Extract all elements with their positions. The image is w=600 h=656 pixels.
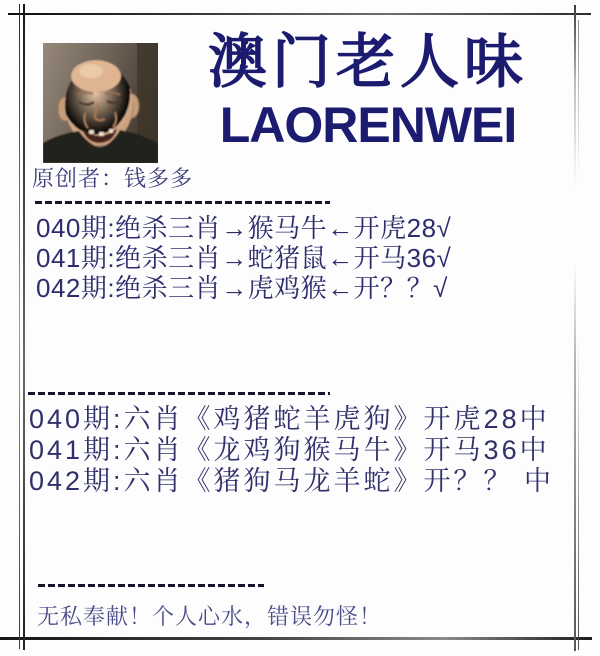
page-subtitle: LAORENWEI [219, 97, 517, 153]
prediction-line: 042期:绝杀三肖→虎鸡猴←开？？√ [36, 273, 448, 303]
frame-right-line-inner [574, 5, 576, 651]
frame-right-line-outer [578, 20, 579, 650]
prediction-line: 040期:六肖《鸡猪蛇羊虎狗》开虎28中 [29, 404, 550, 434]
footer-note: 无私奉献！个人心水，错误勿怪！ [37, 604, 383, 629]
page-title: 澳门老人味 [207, 29, 528, 95]
separator-3 [38, 584, 264, 587]
prediction-line: 041期:绝杀三肖→蛇猪鼠←开马36√ [36, 243, 452, 273]
frame-left-line-inner [23, 4, 25, 650]
separator-2 [28, 392, 330, 395]
author-line: 原创者：钱多多 [32, 166, 194, 191]
prediction-line: 042期:六肖《猪狗马龙羊蛇》开？？ 中 [29, 466, 555, 496]
frame-bottom-line [0, 637, 592, 640]
predictions-sanxiao [36, 213, 451, 303]
separator-1 [35, 201, 330, 204]
frame-top-line [8, 13, 591, 15]
predictions-liuxiao [29, 404, 554, 497]
prediction-line: 040期:绝杀三肖→猴马牛←开虎28√ [36, 213, 452, 243]
frame-left-line-outer [19, 4, 20, 649]
prediction-line: 041期:六肖《龙鸡狗猴马牛》开马36中 [29, 435, 550, 465]
header [188, 27, 548, 151]
elderly-man-photo [43, 43, 158, 163]
